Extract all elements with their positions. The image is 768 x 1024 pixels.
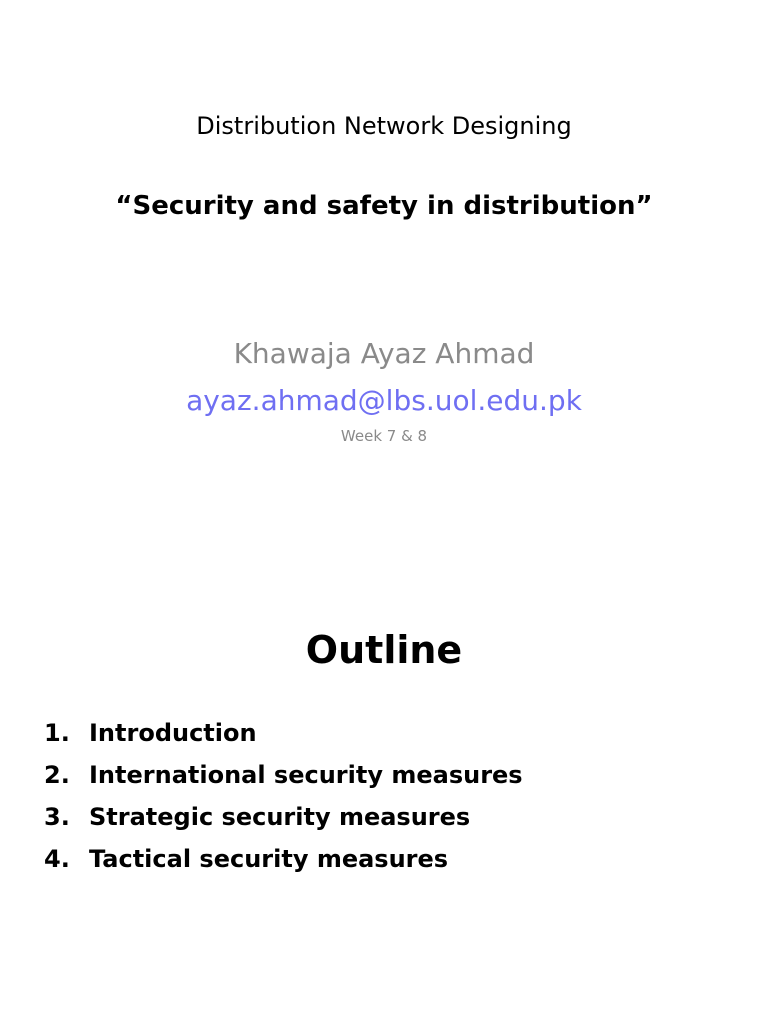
- course-title: Distribution Network Designing: [196, 112, 572, 140]
- outline-item-number: 2.: [44, 761, 70, 789]
- week-label: Week 7 & 8: [340, 427, 428, 445]
- outline-item-label: Tactical security measures: [89, 845, 449, 873]
- outline-item-number: 1.: [44, 719, 70, 747]
- author-email-link[interactable]: ayaz.ahmad@lbs.uol.edu.pk: [186, 384, 582, 417]
- outline-item-number: 3.: [44, 803, 70, 831]
- outline-list: [44, 712, 523, 880]
- outline-slide: [0, 560, 768, 1024]
- outline-item-number: 4.: [44, 845, 70, 873]
- outline-item: [44, 838, 523, 880]
- outline-item-label: International security measures: [89, 761, 523, 789]
- outline-item: [44, 796, 523, 838]
- author-name: Khawaja Ayaz Ahmad: [233, 337, 535, 370]
- outline-title: Outline: [305, 628, 463, 672]
- slide-subtitle: “Security and safety in distribution”: [115, 191, 653, 221]
- outline-item: [44, 754, 523, 796]
- outline-item: [44, 712, 523, 754]
- outline-item-label: Introduction: [89, 719, 257, 747]
- outline-item-label: Strategic security measures: [89, 803, 471, 831]
